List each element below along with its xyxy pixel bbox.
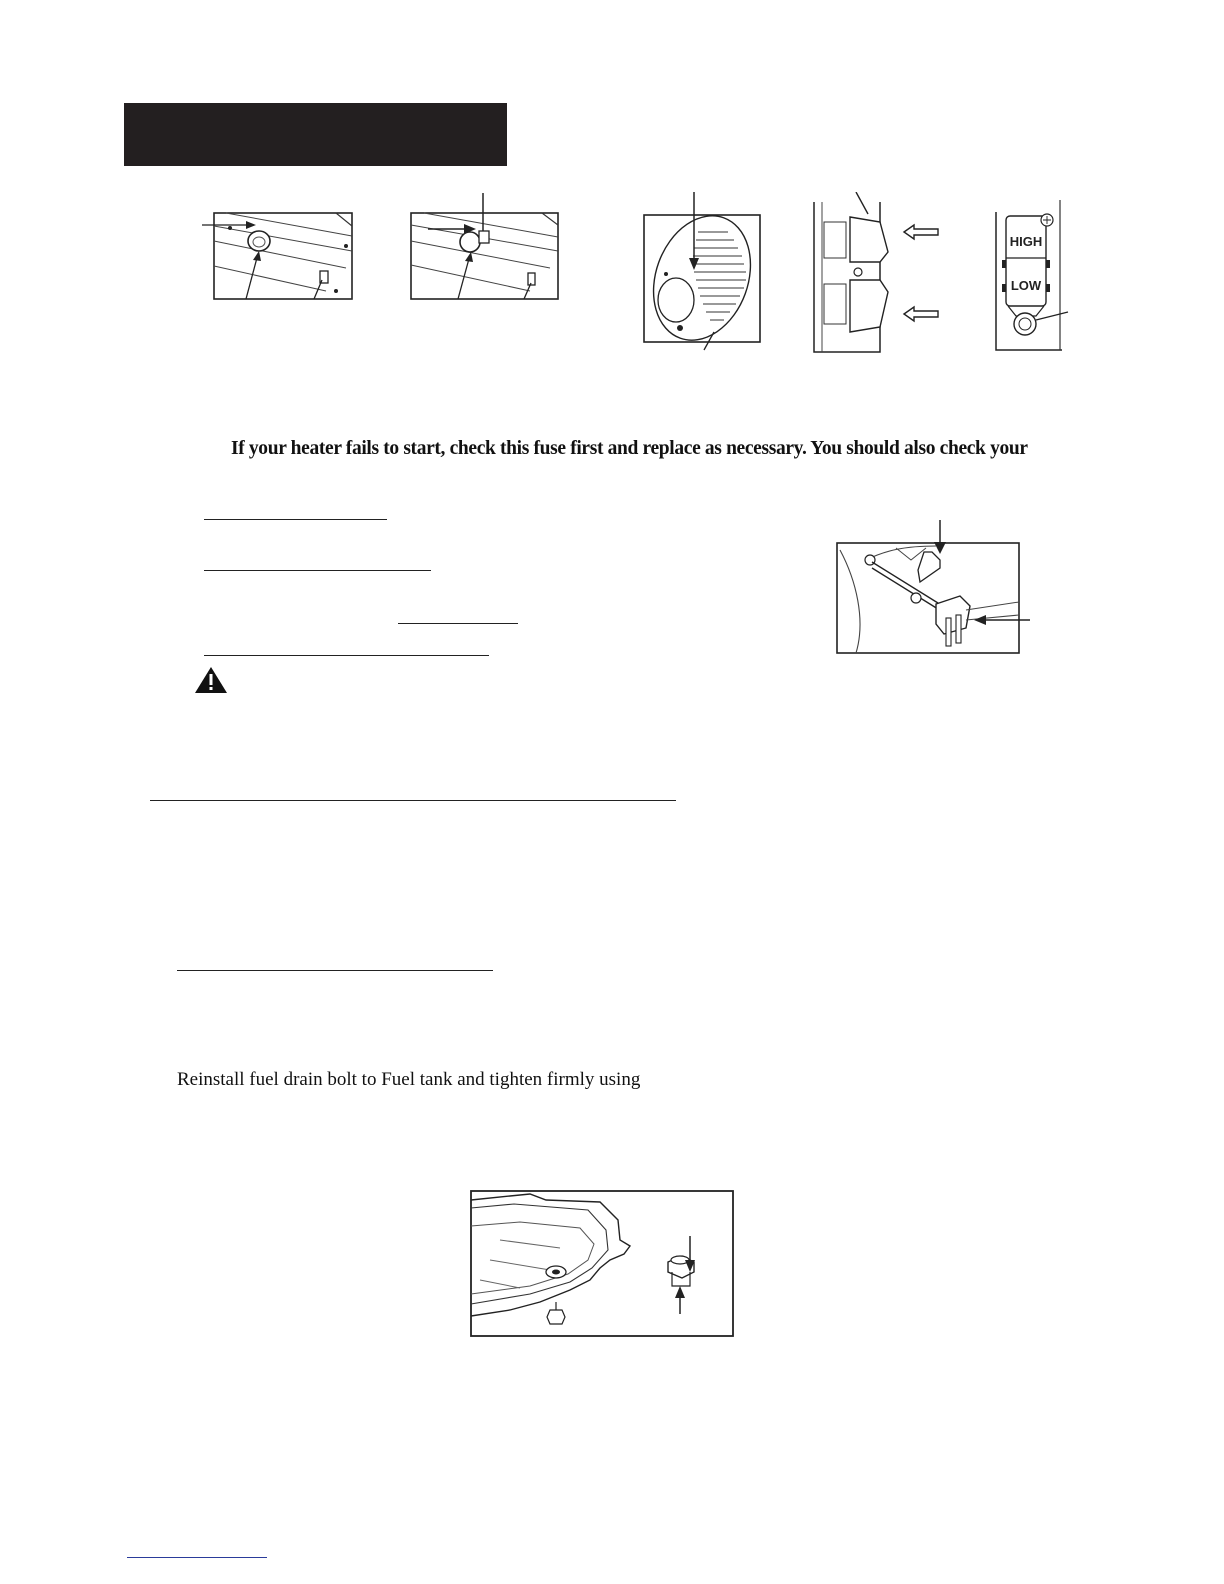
figure-fuse-holder <box>836 520 1036 656</box>
underline-2 <box>204 570 431 571</box>
figure-side-panel-2 <box>400 193 565 305</box>
figure-fuel-tank-drain <box>470 1190 736 1340</box>
figure-high-low-switch <box>992 200 1074 352</box>
switch-label-low: LOW <box>1010 278 1042 293</box>
warning-triangle-icon <box>194 666 228 699</box>
section-header-bar <box>124 103 507 166</box>
fuse-notice-text: If your heater fails to start, check this fuse first and replace as necessary. You should also check your <box>231 438 1028 459</box>
underline-3 <box>398 623 518 624</box>
drain-bolt-instruction: Reinstall fuel drain bolt to Fuel tank and tighten firmly using <box>177 1069 641 1090</box>
underline-1 <box>204 519 387 520</box>
underline-section <box>150 800 676 801</box>
underline-4 <box>204 655 489 656</box>
figure-side-panel-1 <box>196 196 361 306</box>
switch-label-high: HIGH <box>1009 234 1043 249</box>
underline-5 <box>177 970 493 971</box>
footer-link-underline <box>127 1557 267 1558</box>
figure-side-clips <box>810 192 950 354</box>
figure-fan-blade <box>638 192 766 352</box>
